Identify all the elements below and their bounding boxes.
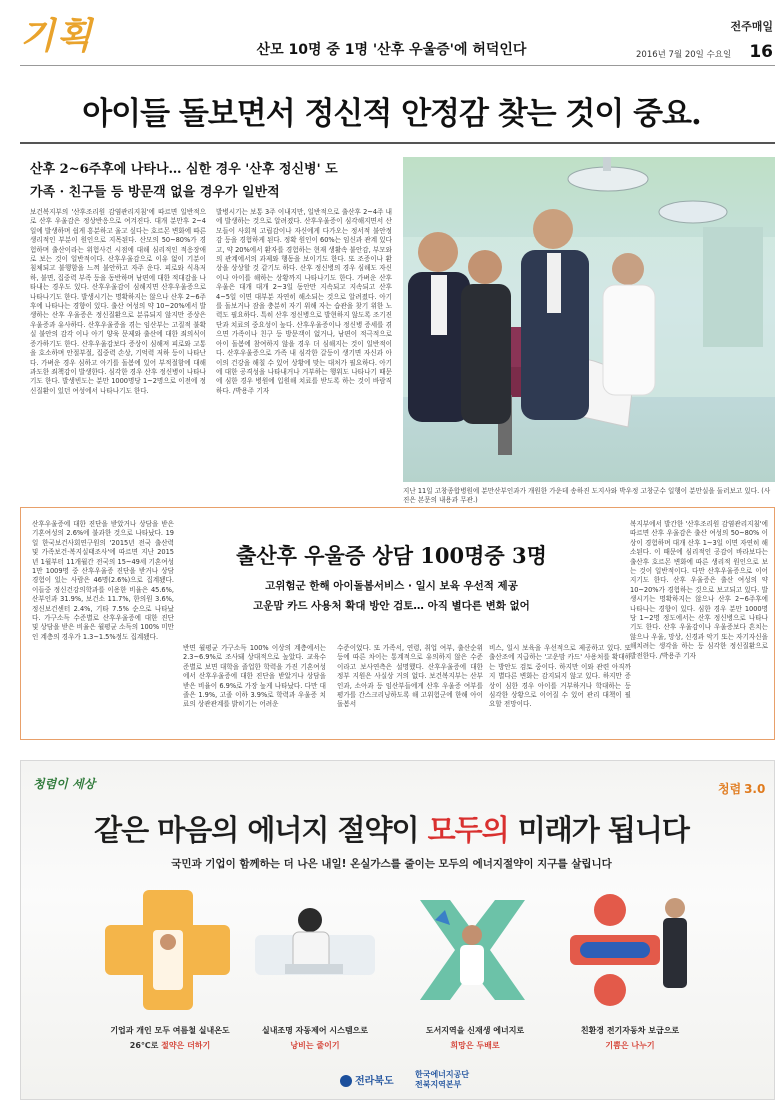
- top-headline: 산모 10명 중 1명 '산후 우울증'에 허덕인다: [256, 42, 527, 58]
- panel-2-caption: 실내조명 자동제어 시스템으로: [261, 1026, 369, 1035]
- energy-agency-branch: 전북지역본부: [415, 1080, 462, 1089]
- panel-4-caption: 친환경 전기자동차 보급으로: [580, 1026, 680, 1035]
- energy-agency-name: 한국에너지공단: [415, 1070, 470, 1079]
- jeonbuk-logo: [340, 1072, 394, 1087]
- minus-symbol-icon: [255, 890, 375, 1010]
- badge-prefix: 청렴: [718, 782, 742, 796]
- box-column-5: 복지부에서 발간한 '산후조리원 감염관리지침'에 따르면 산후 우울감은 출산 여성의 50~80% 이상이 경험하며 대개 산후 1~3일 이면 자연히 해소된다. 이 때문에 심리적인 공감이 바라보다는 출산후 호르몬 변화에 따른 생리적 원인으로 보는 것이 일반적이다. 다만 산후우울증으로 이어지기도 한다. 산후 우울증은 출산 여성의 약 10~20%가 경험하는 것으로 보고되고 있다. 발생시기는 명확하지는 않으나 산후 2~6주후에 나타나는 경향이 있다. 심한 경우 분만 1000명 당 1~2명 정도에서는 산후 정신병으로 나타나기도 한다. 산후 우울감이나 우울증보다 흔치는 않으나 우울, 망상, 신경과 악기 또는 자기자신을 해치려는 생각을 하는 등 심각한 정신질환으로 발전한다. /박용주 기자: [630, 520, 768, 660]
- panel-4-slogan: [555, 1040, 705, 1051]
- panel-3-slogan: [400, 1040, 550, 1051]
- divide-symbol-icon: [565, 890, 695, 1010]
- section-tag: 기획: [20, 15, 94, 57]
- energy-agency-logo: [415, 1070, 469, 1090]
- panel-3-slogan-highlight: 희망은 두배로: [450, 1041, 500, 1050]
- jeonbuk-emblem-icon: [340, 1075, 352, 1087]
- box-deck-2: 고운맘 카드 사용처 확대 방안 검토… 아직 별다른 변화 없어: [253, 600, 530, 612]
- title-divider: [20, 142, 775, 144]
- ad-panel-temperature: [105, 890, 230, 1010]
- ad-headline-highlight: 모두의: [427, 813, 509, 847]
- article-subtitle-1: 산후 2~6주후에 나타나… 심한 경우 '산후 정신병' 도: [30, 162, 338, 177]
- plus-symbol-icon: [105, 890, 230, 1010]
- article-column-1: 보건복지부의 '산후조리원 감염관리지침'에 따르면 일반적으로 산후 우울감은 정상반응으로 여겨진다. 대개 분만후 2~4일에 발생하며 쉽게 흥분하고 울고 싶다는 호르몬 변화에 따른 생리적인 부분이 원인으로 지목된다. 산모의 50~80%가 경험하며 출산이라는 위험사건 시점에 대해 심리적인 적응장애로 보는 것이 일반적이다. 산후우울감으로 이유 없이 기분이 침체되고 불행함을 느껴 불안하고 자주 운다. 피로와 식욕저하, 불면, 집중력 부족 등을 동반하며 남편에 대한 적대감을 나타내는 경우도 있다. 산후우울감이 심해지면 산후우울증으로 나타나기도 한다. 발생시기는 명확하지는 않으나 산후 2~6주후에 나타나는 경향이 있다. 출산 여성의 약 10~20%에서 발생하는 산후 우울증은 정신질환으로 분류되지 않지만 증상은 우울증과 유사하다. 산후우울증을 겪는 임산부는 고질적 불확실 불안의 감각 이나 아기 양육 문제와 출산에 대한 죄의식이 증가하기도 한다. 산후우울감보다 증상이 심해져 피로와 고통을 호소하며 안절부절, 집중력 손상, 기억력 저하 등이 나타난다. 가벼운 경우 심하고 아기를 돌봄에 있어 부적절함에 대해 과도한 죄책감이 발생한다. 심각한 경우 산후 정신병이 나타나기도 한다. 발생빈도는 분만 1000명당 1~2명으로 이전에 정신질환이 있던 여성에서 나타나기도 한다.: [30, 208, 206, 395]
- ad-subline: 국민과 기업이 함께하는 더 나은 내일! 온실가스를 줄이는 모두의 에너지절약이 지구를 살립니다: [171, 858, 612, 870]
- news-photo: [403, 157, 775, 482]
- photo-caption: 지난 11일 고창종합병원에 분만산부인과가 개원한 가운데 송하진 도지사와 박우정 고창군수 일행이 분만실을 둘러보고 있다. (사진은 본문의 내용과 무관.): [403, 487, 771, 504]
- paper-name: 전주매일: [730, 20, 773, 33]
- panel-2-slogan-highlight: 낭비는 줄이기: [290, 1041, 340, 1050]
- publication-date: 2016년 7월 20일 수요일: [636, 50, 732, 60]
- box-column-4: 비스, 일시 보육을 우선적으로 제공하고 있다. 또 출산조에 지급하는 '고운맘 카드' 사용처를 확대하는 방안도 검토 중이다. 하지만 이와 관련 아직까지 별다른 변화는 감지되지 않고 있다. 하지만 증상이 심한 경우 아이를 거부하거나 학대하는 등 심각한 상황으로 이어질 수 있어 관리 대책이 필요할 전망이다.: [489, 644, 631, 709]
- panel-1-slogan-pre: 26℃로: [129, 1041, 162, 1050]
- multiply-symbol-icon: [410, 890, 535, 1010]
- box-title: 출산후 우울증 상담 100명중 3명: [236, 543, 547, 568]
- ad-headline: [0, 808, 783, 849]
- ad-headline-post: 미래가 됩니다: [508, 813, 689, 847]
- ad-panel-renewable: [410, 890, 535, 1010]
- ad-panel-lighting: [255, 890, 375, 1010]
- page-number: 16: [749, 42, 773, 62]
- ad-panel-electric-car: [565, 890, 695, 1010]
- panel-1-slogan: [95, 1040, 245, 1051]
- photo-illustration: [403, 157, 775, 482]
- ad-headline-pre: 같은 마음의 에너지 절약이: [94, 813, 428, 847]
- box-column-2: 반면 월평균 가구소득 100% 이상의 계층에서는 2.3~6.9%로 조사돼 상대적으로 높았다. 교육수준별로 보면 대학을 졸업한 학력을 가진 기혼여성에서 산후우울증에 대한 진단을 받았거나 상담을 받은 비율이 6.9%로 가장 높게 나타났다. 다만 대졸은 1.9%, 고졸 이하 3.9%로 학력과 우울증 치료의 상관관계를 밝히기는 어려운: [183, 644, 326, 709]
- article-column-2: 발병시기는 보통 3주 이내지만, 일반적으로 출산후 2~4주 내에 발생하는 것으로 알려졌다. 산후우울증이 심각해지면서 산모들이 사회적 고립감이나 자신에게 다가오는 정서적 불안정감 등을 경험하게 된다. 정확 원인이 60%는 임신과 관계 있다고, 약 20%에서 환자를 경험하는 현재 생활속 불안감, 부모와의 관계에서의 과제와 행동을 보이기도 한다. 또 조증이나 환상을 상상할 것 같기도 하다. 산후 정신병의 경우 심해도 자신이나 아이를 해하는 상황까지 나타나기도 한다. 가벼운 산후 우울은 대개 대개 2~3일 동안만 지속되고 지속되고 산후 4~5일 이면 대부분 자연히 해소되는 것으로 알려졌다. 아기를 돌보거나 잠을 충분히 자기 위해 자는 습관을 찾기 위한 노력도 필요하다. 특히 산후 정신병으로 발현하지 않도록 조기진단과 치료의 중요성이 높다. 산후우울증이나 정신병 증세를 겪으면 가족이나 친구 등 방문객이 없거나, 남편이 적극적으로 아이 돌봄에 참여하지 않을 경우 더 심해지는 것이 일반적이다. 산후우울증으로 가족 내 심각한 갈등이 생기면 자신과 아이의 건강을 해칠 수 있어 상황에 맞는 대처가 필요하다. 아기에 대한 공격성을 나타내거나 거부하는 행위도 나타나기 때문에 심한 경우 병원에 입원해 치료를 받도록 하는 것이 바람직하다. /박용주 기자: [216, 208, 392, 395]
- panel-1-slogan-highlight: 절약은 더하기: [161, 1041, 211, 1050]
- badge-number: 3.0: [744, 782, 766, 796]
- box-column-3: 수준이었다. 또 가족서, 연령, 취업 여부, 출산순위 등에 따른 차이는 통계적으로 유의하지 않은 수준이라고 보사연측은 설명했다. 산후우울증에 대한 정부 지원은 사실상 거의 없다. 보건복지부는 산부인과, 소아과 등 임산부들에게 산후 우울증 여부를 평가를 간스크리닝하도록 해 고위험군에 한해 아이돌봄서: [337, 644, 483, 709]
- panel-1-caption: 기업과 개인 모두 여름철 실내온도: [110, 1026, 230, 1035]
- panel-2-slogan: [245, 1040, 385, 1051]
- header-divider: [20, 65, 775, 66]
- article-title: 아이들 돌보면서 정신적 안정감 찾는 것이 중요.: [82, 96, 701, 132]
- ad-brand-logo: 청렴이 세상: [33, 777, 96, 791]
- panel-3-caption: 도서지역을 신재생 에너지로: [425, 1026, 525, 1035]
- box-column-1: 산후우울증에 대한 진단을 받았거나 상담을 받은 기혼여성의 2.6%에 불과한 것으로 나타났다. 19일 한국보건사회연구원의 '2015년 전국 출산력 및 가족보건·복지실태조사'에 따르면 지난 2015년 1월부터 11개월간 전국의 15~49세 기혼여성 1만 1009명 중 산후우울증 진단을 받거나 상담 경험이 있는 사람은 46명(2.6%)으로 집계됐다. 이들중 정신건강의학과를 이용한 비율은 45.6%, 산부인과 31.9%, 보건소 11.7%, 한의원 3.6%, 정신보건센터 2.4%, 기타 7.5% 순으로 나타났다. 가구소득 수준별로 산후우울증에 대한 진단 및 상담을 받은 비율은 월평균 소득의 100% 미만인 계층의 경우가 1.3~1.5%정도 집계됐다.: [32, 520, 174, 641]
- panel-4-slogan-highlight: 기쁨은 나누기: [605, 1041, 655, 1050]
- article-subtitle-2: 가족 · 친구들 등 방문객 없을 경우가 일반적: [30, 185, 280, 200]
- box-deck-1: 고위험군 한해 아이돌봄서비스 · 일시 보육 우선적 제공: [265, 580, 518, 592]
- jeonbuk-logo-text: 전라북도: [355, 1076, 394, 1087]
- ad-badge: [718, 780, 765, 797]
